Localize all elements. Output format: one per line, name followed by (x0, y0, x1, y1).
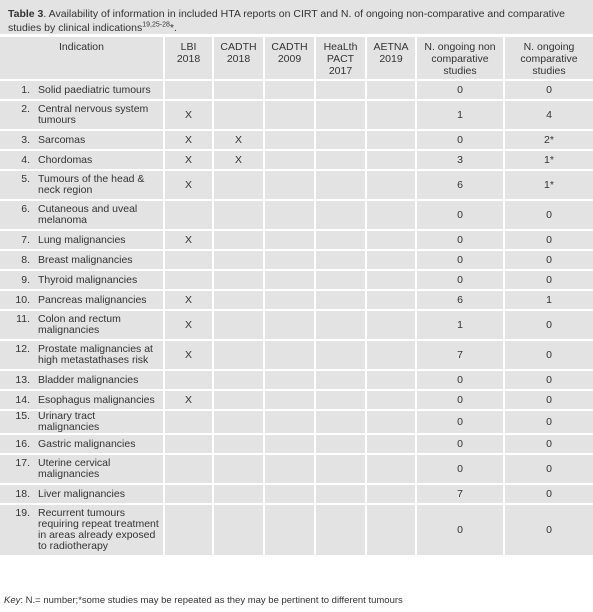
cadth-2009-cell (265, 81, 316, 101)
comparative-count-cell: 4 (505, 101, 593, 131)
comparative-count-cell: 0 (505, 251, 593, 271)
aetna-2019-cell (367, 371, 417, 391)
cadth-2018-cell (214, 171, 265, 201)
indication-label: Bladder malignancies (38, 373, 139, 386)
cadth-2009-cell (265, 435, 316, 455)
indication-cell (0, 291, 165, 311)
cadth-2009-cell (265, 341, 316, 371)
col-healthpact-2017-header: HeaLth PACT 2017 (316, 37, 367, 81)
lbi-2018-cell: X (165, 101, 214, 131)
cadth-2018-cell (214, 341, 265, 371)
comparative-count-cell: 1 (505, 291, 593, 311)
healthpact-2017-cell (316, 251, 367, 271)
footnote-text: : N.= number;*some studies may be repeated as they may be pertinent to different tumours (20, 595, 403, 606)
table-row (0, 251, 593, 271)
table-row (0, 201, 593, 231)
row-number: 1. (21, 83, 30, 96)
indication-label: Liver malignancies (38, 487, 125, 500)
row-number: 4. (21, 153, 30, 166)
aetna-2019-cell (367, 201, 417, 231)
indication-cell (0, 505, 165, 557)
row-number: 19. (15, 507, 30, 519)
indication-cell (0, 311, 165, 341)
comparative-count-cell: 0 (505, 391, 593, 411)
indication-label: Lung malignancies (38, 233, 126, 246)
table-row (0, 101, 593, 131)
noncomparative-count-cell: 0 (417, 435, 505, 455)
aetna-2019-cell (367, 81, 417, 101)
table-caption (0, 0, 593, 37)
noncomparative-count-cell: 1 (417, 101, 505, 131)
table-row (0, 505, 593, 557)
noncomparative-count-cell: 6 (417, 171, 505, 201)
healthpact-2017-cell (316, 201, 367, 231)
indication-cell (0, 201, 165, 231)
indication-label: Urinary tract malignancies (38, 410, 100, 433)
cadth-2018-cell (214, 231, 265, 251)
cadth-2018-cell (214, 391, 265, 411)
comparative-count-cell: 1* (505, 151, 593, 171)
table-row (0, 485, 593, 505)
comparative-count-cell: 0 (505, 435, 593, 455)
table-body (0, 81, 593, 557)
indication-cell (0, 151, 165, 171)
row-number: 11. (16, 313, 30, 325)
comparative-count-cell: 0 (505, 231, 593, 251)
footnote-key-label: Key (4, 595, 21, 606)
noncomparative-count-cell: 0 (417, 391, 505, 411)
caption-label: Table 3 (8, 8, 44, 20)
lbi-2018-cell (165, 505, 214, 557)
table-row (0, 341, 593, 371)
aetna-2019-cell (367, 455, 417, 485)
indication-cell (0, 251, 165, 271)
comparative-count-cell: 0 (505, 311, 593, 341)
healthpact-2017-cell (316, 101, 367, 131)
aetna-2019-cell (367, 171, 417, 201)
indication-cell (0, 435, 165, 455)
lbi-2018-cell: X (165, 391, 214, 411)
noncomparative-count-cell: 0 (417, 131, 505, 151)
indication-cell (0, 455, 165, 485)
indication-cell (0, 81, 165, 101)
col-cadth-2009-header: CADTH 2009 (265, 37, 316, 81)
availability-table (0, 37, 593, 557)
row-number: 17. (15, 457, 30, 469)
noncomparative-count-cell: 1 (417, 311, 505, 341)
row-number: 16. (15, 437, 30, 450)
comparative-count-cell: 2* (505, 131, 593, 151)
table-row (0, 131, 593, 151)
lbi-2018-cell (165, 81, 214, 101)
noncomparative-count-cell: 0 (417, 271, 505, 291)
indication-label: Thyroid malignancies (38, 273, 138, 286)
lbi-2018-cell: X (165, 341, 214, 371)
indication-label: Gastric malignancies (38, 437, 136, 450)
healthpact-2017-cell (316, 505, 367, 557)
row-number: 7. (21, 233, 30, 246)
aetna-2019-cell (367, 411, 417, 435)
indication-cell (0, 131, 165, 151)
indication-cell (0, 341, 165, 371)
healthpact-2017-cell (316, 485, 367, 505)
row-number: 14. (15, 393, 30, 406)
healthpact-2017-cell (316, 311, 367, 341)
indication-label: Central nervous system tumours (38, 103, 149, 126)
table-row (0, 435, 593, 455)
lbi-2018-cell (165, 411, 214, 435)
indication-label: Prostate malignancies at high metastathases risk (38, 343, 153, 366)
comparative-count-cell: 0 (505, 505, 593, 557)
col-indication-header: Indication (0, 37, 165, 81)
cadth-2009-cell (265, 455, 316, 485)
indication-cell (0, 271, 165, 291)
healthpact-2017-cell (316, 455, 367, 485)
lbi-2018-cell (165, 455, 214, 485)
comparative-count-cell: 0 (505, 455, 593, 485)
indication-cell (0, 231, 165, 251)
col-cadth-2018-header: CADTH 2018 (214, 37, 265, 81)
table-footnote (4, 595, 403, 606)
aetna-2019-cell (367, 131, 417, 151)
cadth-2009-cell (265, 505, 316, 557)
healthpact-2017-cell (316, 411, 367, 435)
cadth-2018-cell (214, 435, 265, 455)
lbi-2018-cell: X (165, 291, 214, 311)
noncomparative-count-cell: 0 (417, 251, 505, 271)
noncomparative-count-cell: 0 (417, 505, 505, 557)
cadth-2009-cell (265, 391, 316, 411)
row-number: 8. (21, 253, 30, 266)
comparative-count-cell: 0 (505, 81, 593, 101)
caption-refs: 19,25-28 (142, 21, 170, 29)
lbi-2018-cell (165, 485, 214, 505)
cadth-2009-cell (265, 101, 316, 131)
cadth-2009-cell (265, 311, 316, 341)
healthpact-2017-cell (316, 151, 367, 171)
aetna-2019-cell (367, 291, 417, 311)
table-row (0, 411, 593, 435)
table-row (0, 231, 593, 251)
aetna-2019-cell (367, 231, 417, 251)
indication-cell (0, 101, 165, 131)
noncomparative-count-cell: 0 (417, 371, 505, 391)
aetna-2019-cell (367, 101, 417, 131)
indication-label: Cutaneous and uveal melanoma (38, 203, 138, 226)
aetna-2019-cell (367, 391, 417, 411)
aetna-2019-cell (367, 271, 417, 291)
lbi-2018-cell: X (165, 231, 214, 251)
cadth-2018-cell (214, 201, 265, 231)
noncomparative-count-cell: 6 (417, 291, 505, 311)
noncomparative-count-cell: 7 (417, 341, 505, 371)
cadth-2018-cell: X (214, 131, 265, 151)
lbi-2018-cell (165, 201, 214, 231)
aetna-2019-cell (367, 435, 417, 455)
row-number: 13. (15, 373, 30, 386)
noncomparative-count-cell: 0 (417, 231, 505, 251)
aetna-2019-cell (367, 341, 417, 371)
row-number: 9. (21, 273, 30, 286)
lbi-2018-cell (165, 251, 214, 271)
indication-label: Pancreas malignancies (38, 293, 147, 306)
indication-label: Sarcomas (38, 133, 86, 146)
healthpact-2017-cell (316, 435, 367, 455)
aetna-2019-cell (367, 311, 417, 341)
row-number: 2. (21, 103, 30, 115)
row-number: 12. (15, 343, 30, 355)
aetna-2019-cell (367, 485, 417, 505)
noncomparative-count-cell: 0 (417, 81, 505, 101)
table-row (0, 371, 593, 391)
comparative-count-cell: 0 (505, 371, 593, 391)
noncomparative-count-cell: 7 (417, 485, 505, 505)
comparative-count-cell: 1* (505, 171, 593, 201)
cadth-2018-cell (214, 291, 265, 311)
comparative-count-cell: 0 (505, 411, 593, 435)
comparative-count-cell: 0 (505, 201, 593, 231)
table-row (0, 291, 593, 311)
table-row (0, 311, 593, 341)
cadth-2018-cell (214, 251, 265, 271)
lbi-2018-cell (165, 271, 214, 291)
table-row (0, 81, 593, 101)
healthpact-2017-cell (316, 271, 367, 291)
healthpact-2017-cell (316, 81, 367, 101)
cadth-2018-cell (214, 485, 265, 505)
cadth-2009-cell (265, 131, 316, 151)
indication-label: Breast malignancies (38, 253, 133, 266)
col-aetna-2019-header: AETNA 2019 (367, 37, 417, 81)
table-row (0, 171, 593, 201)
cadth-2018-cell: X (214, 151, 265, 171)
row-number: 18. (15, 487, 30, 500)
indication-cell (0, 171, 165, 201)
cadth-2018-cell (214, 371, 265, 391)
cadth-2018-cell (214, 411, 265, 435)
cadth-2009-cell (265, 231, 316, 251)
indication-cell (0, 391, 165, 411)
indication-cell (0, 485, 165, 505)
row-number: 10. (15, 293, 30, 306)
noncomparative-count-cell: 3 (417, 151, 505, 171)
cadth-2018-cell (214, 505, 265, 557)
healthpact-2017-cell (316, 231, 367, 251)
healthpact-2017-cell (316, 391, 367, 411)
lbi-2018-cell: X (165, 171, 214, 201)
healthpact-2017-cell (316, 291, 367, 311)
comparative-count-cell: 0 (505, 341, 593, 371)
row-number: 3. (21, 133, 30, 146)
healthpact-2017-cell (316, 341, 367, 371)
cadth-2018-cell (214, 311, 265, 341)
col-lbi-2018-header: LBI 2018 (165, 37, 214, 81)
indication-cell (0, 371, 165, 391)
table-row (0, 151, 593, 171)
row-number: 6. (21, 203, 30, 215)
aetna-2019-cell (367, 505, 417, 557)
noncomparative-count-cell: 0 (417, 201, 505, 231)
cadth-2009-cell (265, 151, 316, 171)
cadth-2009-cell (265, 411, 316, 435)
indication-label: Uterine cervical malignancies (38, 457, 111, 480)
comparative-count-cell: 0 (505, 485, 593, 505)
row-number: 15. (15, 410, 30, 422)
noncomparative-count-cell: 0 (417, 455, 505, 485)
cadth-2018-cell (214, 455, 265, 485)
indication-label: Tumours of the head & neck region (38, 173, 145, 196)
table-row (0, 271, 593, 291)
comparative-count-cell: 0 (505, 271, 593, 291)
cadth-2009-cell (265, 251, 316, 271)
cadth-2009-cell (265, 485, 316, 505)
header-row (0, 37, 593, 81)
aetna-2019-cell (367, 151, 417, 171)
caption-text: . Availability of information in included HTA reports on CIRT and N. of ongoing non-comparative and comparative studies by clinical indications (8, 8, 565, 34)
indication-label: Solid paediatric tumours (38, 83, 151, 96)
table-row (0, 455, 593, 485)
indication-label: Colon and rectum malignancies (38, 313, 121, 336)
cadth-2009-cell (265, 201, 316, 231)
healthpact-2017-cell (316, 171, 367, 201)
lbi-2018-cell: X (165, 151, 214, 171)
healthpact-2017-cell (316, 371, 367, 391)
indication-cell (0, 411, 165, 435)
cadth-2018-cell (214, 101, 265, 131)
lbi-2018-cell (165, 371, 214, 391)
table-row (0, 391, 593, 411)
caption-suffix: *. (169, 22, 177, 34)
col-ongoing-noncomparative-header: N. ongoing non comparative studies (417, 37, 505, 81)
indication-label: Recurrent tumours requiring repeat treatment in areas already exposed to radiotherapy (38, 507, 159, 552)
indication-label: Esophagus malignancies (38, 393, 155, 406)
cadth-2009-cell (265, 271, 316, 291)
row-number: 5. (21, 173, 30, 185)
cadth-2018-cell (214, 81, 265, 101)
lbi-2018-cell: X (165, 131, 214, 151)
col-ongoing-comparative-header: N. ongoing comparative studies (505, 37, 593, 81)
healthpact-2017-cell (316, 131, 367, 151)
cadth-2009-cell (265, 171, 316, 201)
lbi-2018-cell: X (165, 311, 214, 341)
indication-label: Chordomas (38, 153, 93, 166)
aetna-2019-cell (367, 251, 417, 271)
noncomparative-count-cell: 0 (417, 411, 505, 435)
cadth-2018-cell (214, 271, 265, 291)
cadth-2009-cell (265, 371, 316, 391)
cadth-2009-cell (265, 291, 316, 311)
lbi-2018-cell (165, 435, 214, 455)
